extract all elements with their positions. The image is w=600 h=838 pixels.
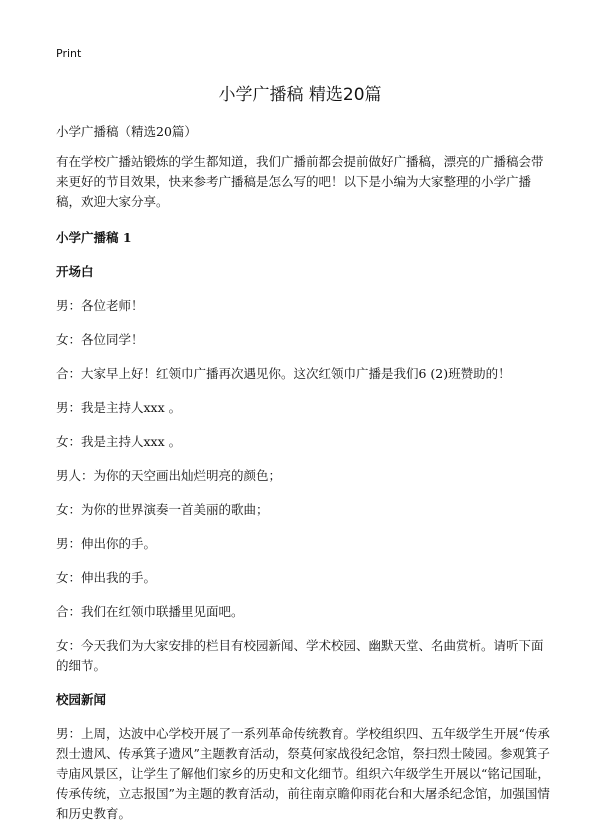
dialog-line: 男：我是主持人xxx 。: [56, 400, 182, 415]
dialog-line: 男：各位老师！: [56, 298, 144, 313]
dialog-line: 合：大家早上好！红领巾广播再次遇见你。这次红领巾广播是我们6 (2)班赞助的！: [56, 366, 511, 381]
document-subtitle: 小学广播稿（精选20篇）: [56, 124, 197, 139]
news-paragraph: 男：上周，达波中心学校开展了一系列革命传统教育。学校组织四、五年级学生开展“传承烈士遗风、传承箕子遗风”主题教育活动，祭莫何家战役纪念馆，祭扫烈士陵园。参观箕子寺庙风景区，让学生了解他们家乡的历史和文化细节。组织六年级学生开展以“铭记国耻，传承传统，立志报国”为主题的教育活动，前往南京瞻仰雨花台和大屠杀纪念馆，加强国情和历史教育。: [56, 726, 550, 821]
document-body: [56, 122, 550, 838]
section-heading: 小学广播稿 1: [56, 230, 132, 245]
dialog-line: 女：各位同学！: [56, 332, 144, 347]
dialog-line: 女：伸出我的手。: [56, 570, 157, 585]
dialog-line: 女：为你的世界演奏一首美丽的歌曲；: [56, 502, 269, 517]
opening-heading: 开场白: [56, 264, 94, 279]
dialog-line: 男人：为你的天空画出灿烂明亮的颜色；: [56, 468, 282, 483]
dialog-line: 女：我是主持人xxx 。: [56, 434, 182, 449]
news-heading: 校园新闻: [56, 692, 107, 707]
program-intro-paragraph: 女：今天我们为大家安排的栏目有校园新闻、学术校园、幽默天堂、名曲赏析。请听下面的细节。: [56, 638, 544, 673]
print-label[interactable]: Print: [56, 47, 82, 60]
intro-paragraph: 有在学校广播站锻炼的学生都知道，我们广播前都会提前做好广播稿，漂亮的广播稿会带来更好的节目效果，快来参考广播稿是怎么写的吧！以下是小编为大家整理的小学广播稿，欢迎大家分享。: [56, 154, 544, 209]
page-title: 小学广播稿 精选20篇: [218, 85, 382, 105]
dialog-line: 合：我们在红领巾联播里见面吧。: [56, 604, 244, 619]
dialog-line: 男：伸出你的手。: [56, 536, 157, 551]
